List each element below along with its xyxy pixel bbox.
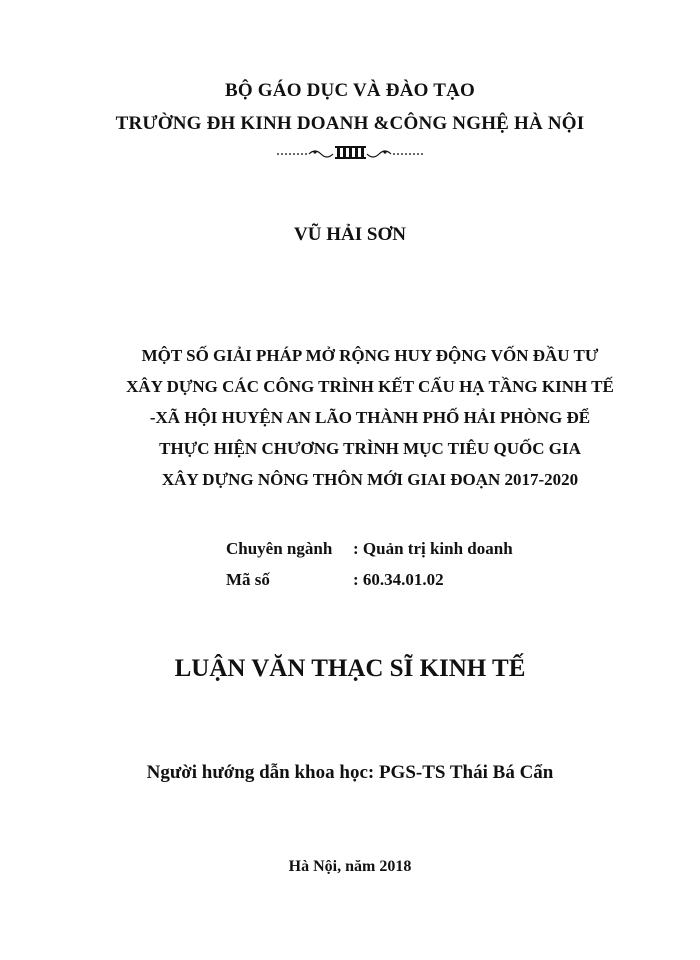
major-value: : Quản trị kinh doanh (353, 539, 513, 558)
ornamental-divider-icon (0, 143, 700, 163)
thesis-title (60, 340, 680, 495)
major-row (226, 533, 513, 564)
thesis-title-line: MỘT SỐ GIẢI PHÁP MỞ RỘNG HUY ĐỘNG VỐN ĐẦU TƯ (141, 346, 599, 365)
major-label: Chuyên ngành (226, 539, 333, 558)
code-row (226, 564, 513, 595)
code-value: : 60.34.01.02 (353, 570, 444, 589)
ornament-svg (275, 143, 425, 163)
code-label: Mã số (226, 570, 270, 589)
thesis-title-line: -XÃ HỘI HUYỆN AN LÃO THÀNH PHỐ HẢI PHÒNG ĐỂ (149, 408, 591, 427)
author-name: VŨ HẢI SƠN (294, 224, 406, 245)
place-date: Hà Nội, năm 2018 (288, 858, 412, 875)
ministry-name: BỘ GÁO DỤC VÀ ĐÀO TẠO (225, 80, 475, 101)
degree-title: LUẬN VĂN THẠC SĨ KINH TẾ (174, 655, 526, 682)
university-name: TRƯỜNG ĐH KINH DOANH &CÔNG NGHỆ HÀ NỘI (115, 113, 585, 134)
thesis-title-line: XÂY DỰNG CÁC CÔNG TRÌNH KẾT CẤU HẠ TẦNG KINH TẾ (126, 377, 614, 396)
thesis-info (226, 533, 513, 595)
advisor-line: Người hướng dẫn khoa học: PGS-TS Thái Bá Cẩn (146, 762, 554, 783)
thesis-title-line: THỰC HIỆN CHƯƠNG TRÌNH MỤC TIÊU QUỐC GIA (159, 439, 581, 458)
thesis-title-line: XÂY DỰNG NÔNG THÔN MỚI GIAI ĐOẠN 2017-2020 (161, 470, 579, 489)
